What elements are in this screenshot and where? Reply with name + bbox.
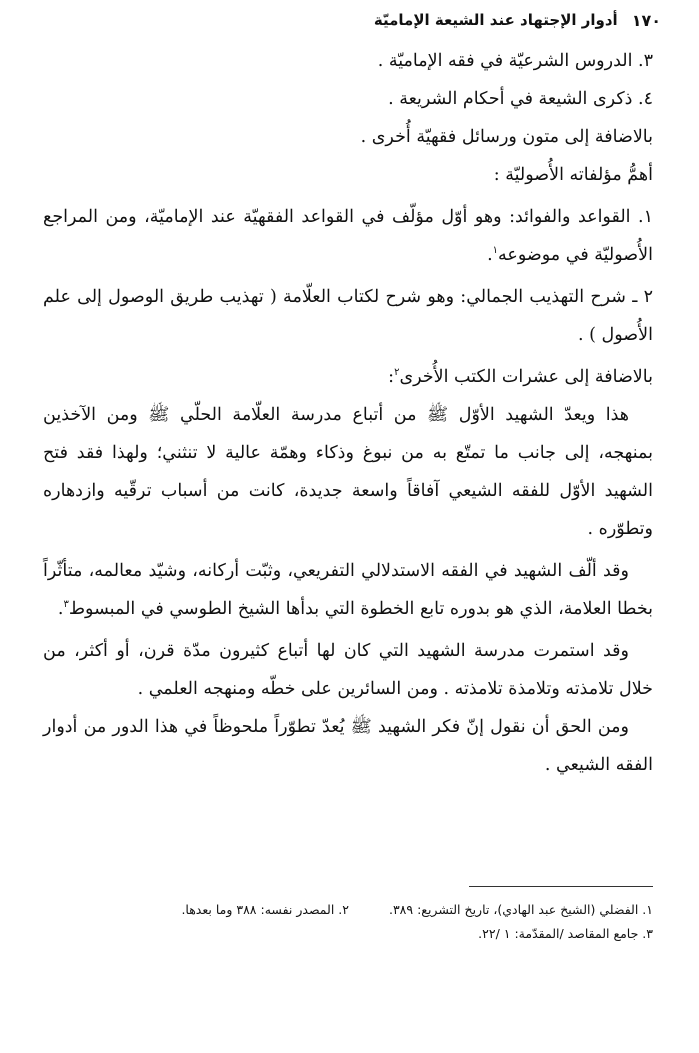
paragraph-shahid-fiqh <box>43 552 653 628</box>
footnote-3: ٣. جامع المقاصد /المقدّمة: ١ /٢٢. <box>478 926 653 941</box>
paragraph-addition-2 <box>43 358 653 396</box>
footnote-ref-1[interactable]: ١ <box>492 245 499 257</box>
sentence-end-period-2: . <box>57 599 64 619</box>
usuli-item-qawaid-text: ١. القواعد والفوائد: وهو أوّل مؤلّف في القواعد الفقهيّة عند الإماميّة، ومن المراجع الأُصوليّة في موضوعه <box>43 207 653 265</box>
footnote-1: ١. الفضلي (الشيخ عبد الهادي)، تاريخ التشريع: ٣٨٩. <box>388 902 653 917</box>
footnote-ref-2[interactable]: ٢ <box>394 367 400 379</box>
paragraph-addition-2-text: بالاضافة إلى عشرات الكتب الأُخرى <box>399 367 653 387</box>
running-title: أدوار الإجتهاد عند الشيعة الإماميّة <box>373 11 618 29</box>
paragraph-shahid-development: ومن الحق أن نقول إنّ فكر الشهيد ﷺ يُعدّ تطوّراً ملحوظاً في هذا الدور من أدوار الفقه الشيعي . <box>43 717 653 775</box>
paragraph-shahid-students: وقد استمرت مدرسة الشهيد التي كان لها أتباع كثيرون مدّة قرن، أو أكثر، من خلال تلامذته وتلامذة تلامذته . ومن السائرين على خطّه ومنهجه العلمي . <box>43 641 653 699</box>
paragraph-shahid-fiqh-text: وقد ألّف الشهيد في الفقه الاستدلالي التفريعي، وثبّت أركانه، وشيّد معالمه، متأثّراً بخطا العلامة، الذي هو بدوره تابع الخطوة التي بدأها الشيخ الطوسي في المبسوط <box>43 561 653 619</box>
sentence-end-period: . <box>487 245 493 265</box>
footnote-2: ٢. المصدر نفسه: ٣٨٨ وما بعدها. <box>181 902 349 917</box>
usuli-heading: أهمُّ مؤلفاته الأُصوليّة : <box>493 165 653 185</box>
page-number: ١٧٠ <box>631 10 661 30</box>
footnote-divider <box>469 886 653 887</box>
usuli-item-qawaid <box>43 198 653 274</box>
list-item-durus: ٣. الدروس الشرعيّة في فقه الإماميّة . <box>377 51 653 71</box>
footnote-row <box>43 898 653 922</box>
usuli-item-sharh: ٢ ـ شرح التهذيب الجمالي: وهو شرح لكتاب العلّامة ( تهذيب طريق الوصول إلى علم الأُصول ) . <box>43 287 653 345</box>
footnote-ref-3[interactable]: ٣ <box>63 599 69 611</box>
paragraph-addition-1: بالاضافة إلى متون ورسائل فقهيّة أُخرى . <box>360 127 653 147</box>
footnotes <box>43 898 653 946</box>
colon-mark: : <box>388 367 395 387</box>
list-item-dhikra: ٤. ذكرى الشيعة في أحكام الشريعة . <box>388 89 653 109</box>
main-text <box>43 42 653 784</box>
running-header <box>260 6 661 34</box>
paragraph-shahid-school: هذا ويعدّ الشهيد الأوّل ﷺ من أتباع مدرسة العلّامة الحلّي ﷺ ومن الآخذين بمنهجه، إلى جانب ما تمتّع به من نبوغ وذكاء وهمّة عالية لا تنثني؛ ولهذا فقد فتح الشهيد الأوّل للفقه الشيعي آفاقاً واسعة جديدة، كانت من أسباب ترقّيه وازدهاره وتطوّره . <box>43 405 653 539</box>
